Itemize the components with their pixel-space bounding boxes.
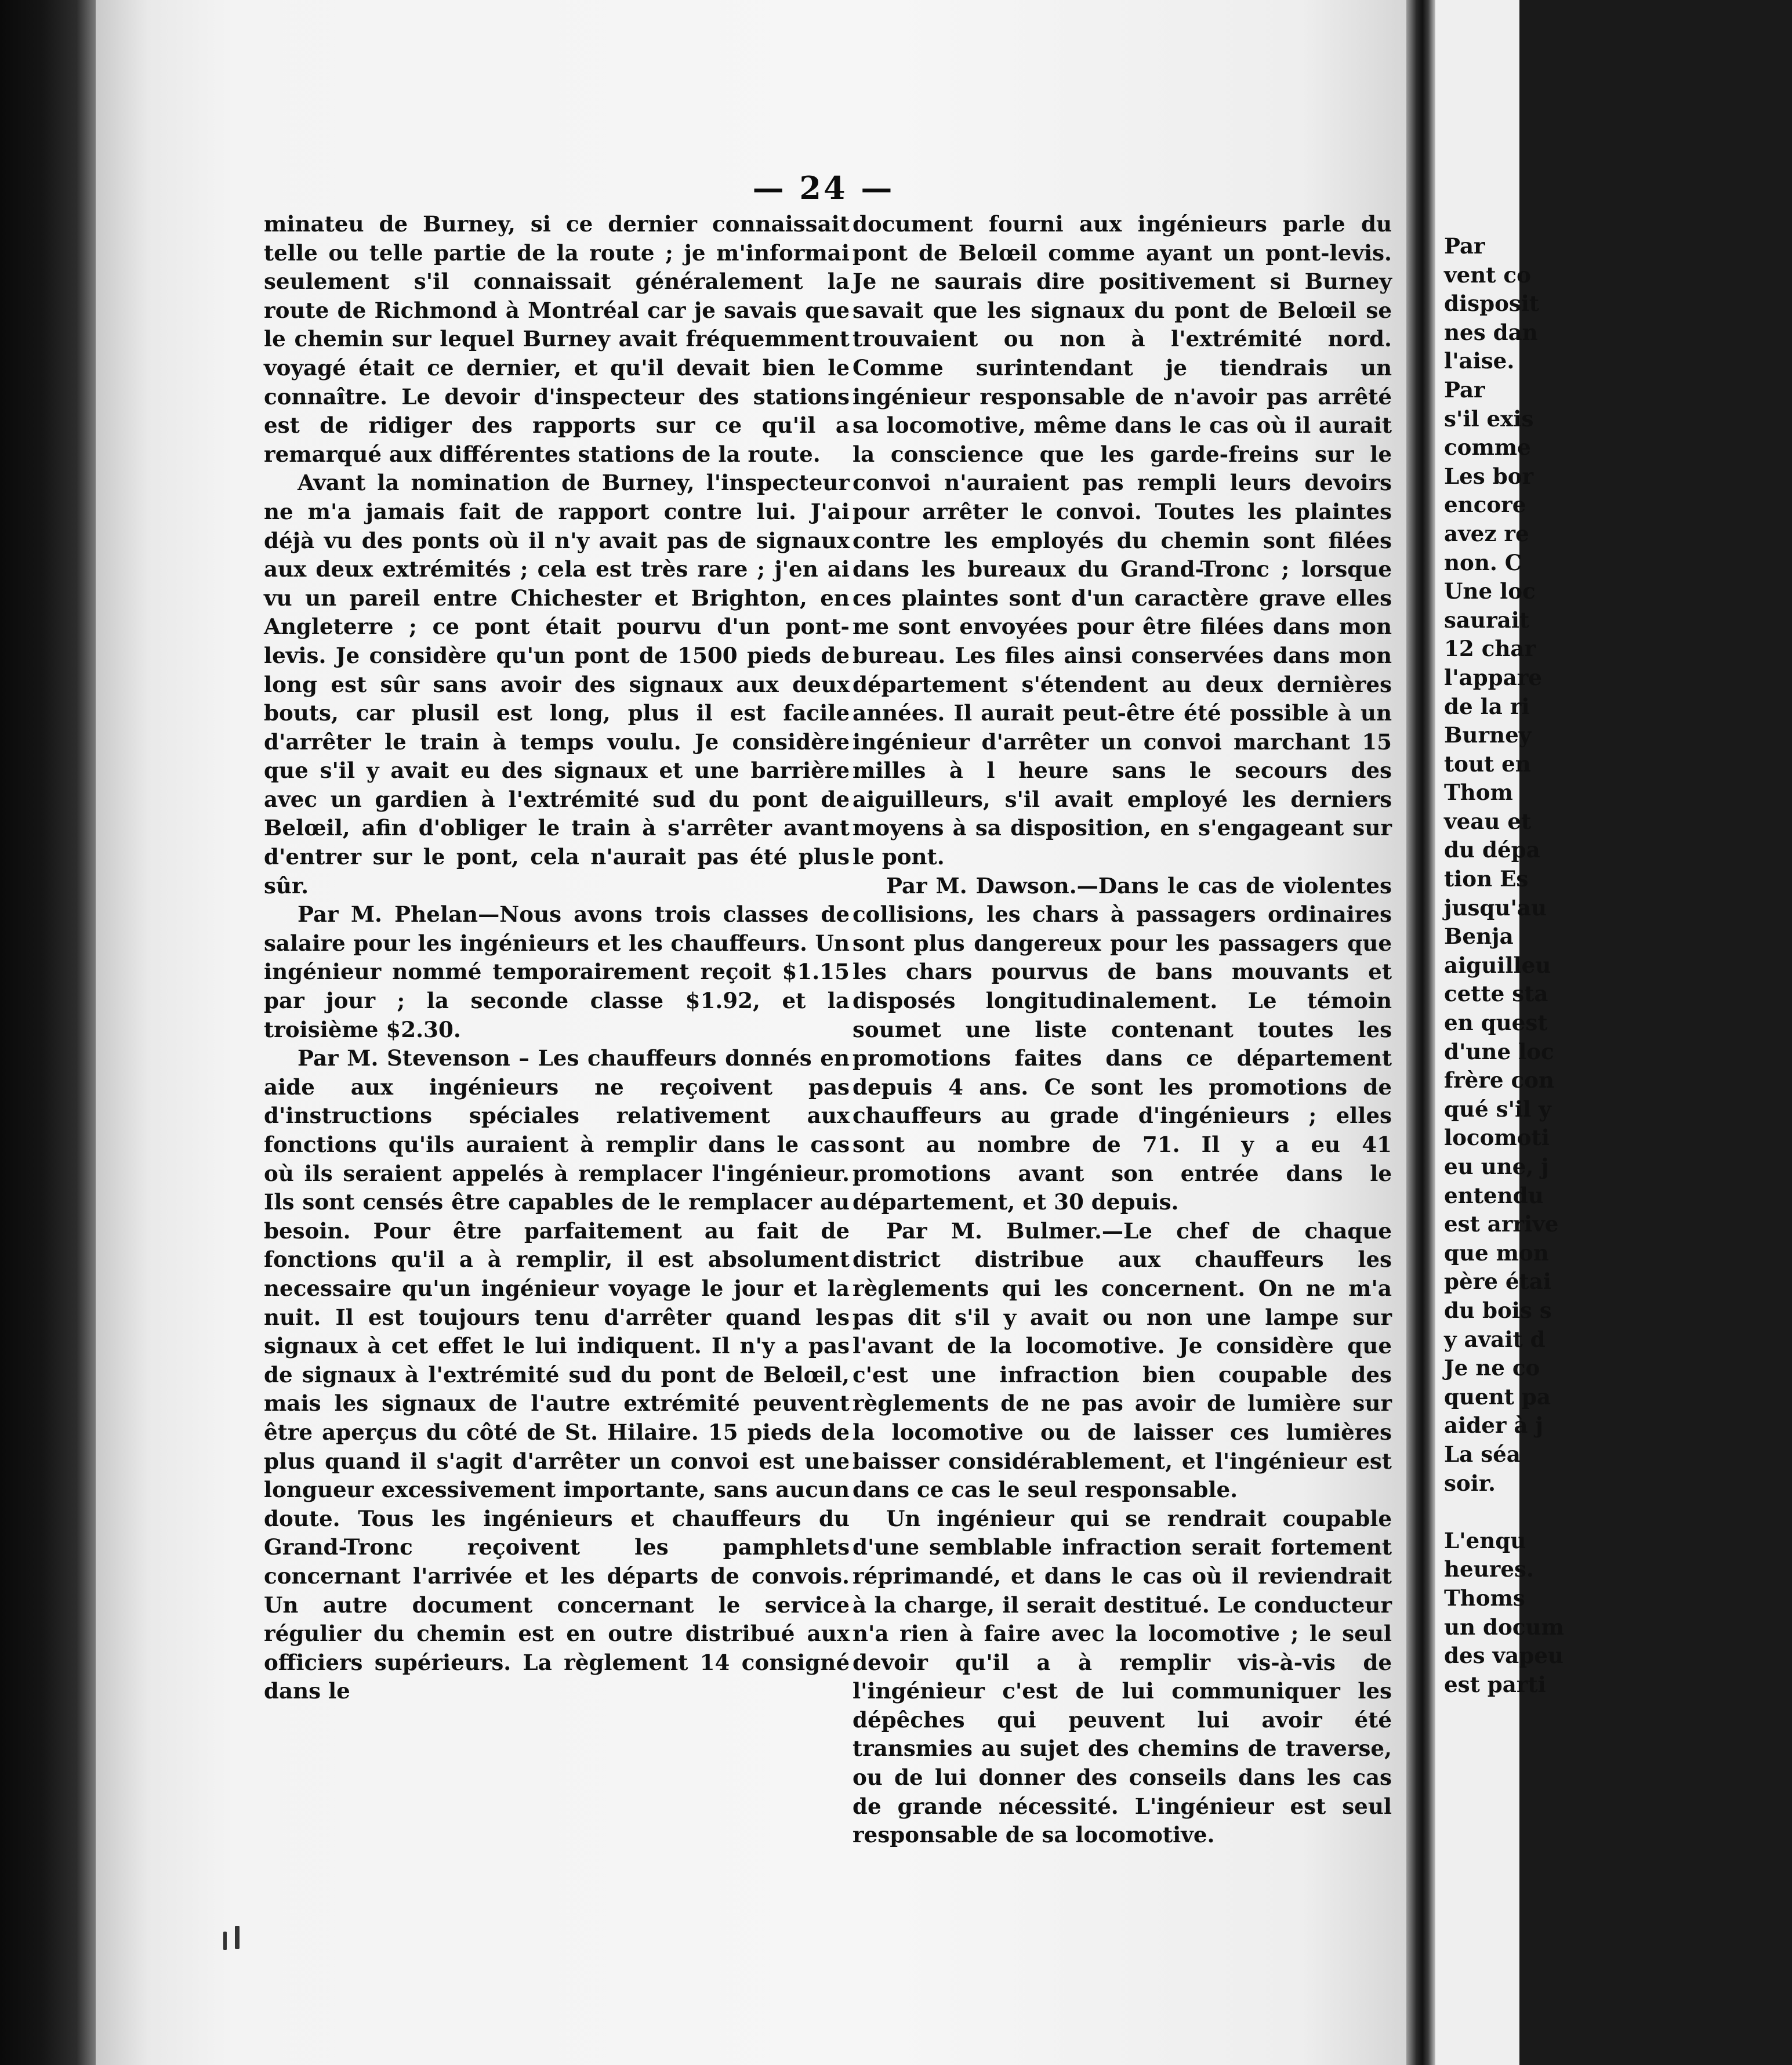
next-page-fragment: Benja	[1444, 923, 1514, 950]
next-page-fragment: en quest	[1444, 1010, 1548, 1036]
next-page-text-fragments	[1444, 232, 1792, 1699]
next-page-fragment: du bois s	[1444, 1297, 1552, 1323]
next-page-fragment: Burney	[1444, 722, 1532, 748]
right-text-column	[853, 210, 1392, 1850]
next-page-fragment: heures.	[1444, 1556, 1534, 1582]
paragraph: document fourni aux ingénieurs parle du pont de Belœil comme ayant un pont-levis. Je ne saurais dire positivement si Burney savait que les signaux du pont de Belœil se trouvaient ou non à l'extrémité nord. Comme surintendant je tiendrais un ingénieur responsable de n'avoir pas arrêté sa locomotive, même dans le cas où il aurait la conscience que les garde-freins sur le convoi n'auraient pas rempli leurs devoirs pour arrêter le convoi. Toutes les plaintes contre les employés du chemin sont filées dans les bureaux du Grand-Tronc ; lorsque ces plaintes sont d'un caractère grave elles me sont envoyées pour être filées dans mon bureau. Les files ainsi conservées dans mon département s'étendent au deux dernières années. Il aurait peut-être été possible à un ingénieur d'arrêter un convoi marchant 15 milles à l heure sans le secours des aiguilleurs, s'il avait employé les derniers moyens à sa disposition, en s'engageant sur le pont.	[853, 211, 1392, 870]
next-page-fragment: avez re	[1444, 520, 1529, 546]
next-page-fragment: disposit	[1444, 291, 1540, 317]
next-page-fragment: entendu	[1444, 1182, 1544, 1208]
next-page-fragment: père étai	[1444, 1269, 1551, 1295]
next-page-fragment: Thoms	[1444, 1585, 1525, 1611]
paragraph: Avant la nomination de Burney, l'inspecteur ne m'a jamais fait de rapport contre lui. J'ai déjà vu des ponts où il n'y avait pas de signaux aux deux extrémités ; cela est très rare ; j'en ai vu un pareil entre Chichester et Brighton, en Angleterre ; ce pont était pourvu d'un pont-levis. Je considère qu'un pont de 1500 pieds de long est sûr sans avoir des signaux aux deux bouts, car plusil est long, plus il est facile d'arrêter le train à temps voulu. Je considère que s'il y avait eu des signaux et une barrière avec un gardien à l'extrémité sud du pont de Belœil, afin d'obliger le train à s'arrêter avant d'entrer sur le pont, cela n'aurait pas été plus sûr.	[264, 470, 850, 899]
next-page-fragment: eu une, j	[1444, 1154, 1549, 1179]
next-page-fragment: qué s'il y	[1444, 1096, 1551, 1122]
next-page-fragment: des vapeu	[1444, 1643, 1564, 1669]
next-page-fragment: 12 char	[1444, 636, 1536, 662]
next-page-fragment: est parti	[1444, 1671, 1546, 1697]
next-page-fragment: saurait	[1444, 607, 1530, 633]
next-page-fragment: Thom	[1444, 780, 1513, 806]
paragraph: Un ingénieur qui se rendrait coupable d'une semblable infraction serait fortement réprimandé, et dans le cas où il reviendrait à la charge, il serait destitué. Le conducteur n'a rien à faire avec la locomotive ; le seul devoir qu'il a à remplir vis-à-vis de l'ingénieur c'est de lui communiquer les dépêches qui peuvent lui avoir été transmies au sujet des chemins de traverse, ou de lui donner des conseils dans les cas de grande nécessité. L'ingénieur est seul responsable de sa locomotive.	[853, 1505, 1392, 1848]
next-page-fragment: quent pa	[1444, 1383, 1551, 1410]
page-number: — 24 —	[752, 169, 895, 206]
left-text-column	[264, 210, 850, 1706]
next-page-fragment: est arrive	[1444, 1211, 1559, 1237]
next-page-fragment: un docum	[1444, 1614, 1564, 1640]
next-page-fragment: comme	[1444, 434, 1531, 461]
next-page-fragment: La séa	[1444, 1441, 1521, 1467]
next-page-fragment: soir.	[1444, 1470, 1496, 1496]
next-page-fragment: frère con	[1444, 1067, 1554, 1093]
next-page-fragment: que mon	[1444, 1240, 1549, 1266]
next-page-fragment: nes dan	[1444, 319, 1538, 345]
book-gutter	[1406, 0, 1435, 2065]
next-page-fragment: vent co	[1444, 262, 1531, 288]
next-page-fragment: l'appare	[1444, 664, 1542, 690]
next-page-fragment: L'enqu	[1444, 1527, 1526, 1553]
next-page-fragment: du dépa	[1444, 837, 1540, 863]
next-page-fragment: Par	[1444, 376, 1485, 403]
next-page-fragment: veau et	[1444, 808, 1532, 834]
next-page-fragment: locomoti	[1444, 1125, 1550, 1151]
next-page-fragment: aiguilleu	[1444, 952, 1551, 978]
next-page-fragment: tout en	[1444, 751, 1531, 777]
next-page-fragment: Par	[1444, 233, 1485, 259]
next-page-fragment: aider à j	[1444, 1412, 1543, 1439]
next-page-fragment: tion Es	[1444, 866, 1529, 892]
ink-speck	[235, 1926, 240, 1949]
next-page-fragment: jusqu'au	[1444, 894, 1547, 921]
left-book-edge	[0, 0, 96, 2065]
next-page-fragment: Une loc	[1444, 578, 1536, 604]
paragraph: Par M. Bulmer.—Le chef de chaque district distribue aux chauffeurs les règlements qui les concernent. On ne m'a pas dit s'il y avait ou non une lampe sur l'avant de la locomotive. Je considère que c'est une infraction bien coupable des règlements de ne pas avoir de lumière sur la locomotive ou de laisser ces lumières baisser considérablement, et l'ingénieur est dans ce cas le seul responsable.	[853, 1218, 1392, 1503]
paragraph: Par M. Dawson.—Dans le cas de violentes collisions, les chars à passagers ordinaires sont plus dangereux pour les passagers que les chars pourvus de bans mouvants et disposés longitudinalement. Le témoin soumet une liste contenant toutes les promotions faites dans ce département depuis 4 ans. Ce sont les promotions de chauffeurs au grade d'ingénieurs ; elles sont au nombre de 71. Il y a eu 41 promotions avant son entrée dans le département, et 30 depuis.	[853, 872, 1392, 1215]
paragraph: Par M. Phelan—Nous avons trois classes de salaire pour les ingénieurs et les chauffeurs. Un ingénieur nommé temporairement reçoit $1.15 par jour ; la seconde classe $1.92, et la troisième $2.30.	[264, 901, 850, 1042]
next-page-fragment: s'il exis	[1444, 405, 1534, 432]
next-page-fragment: de la ri	[1444, 693, 1530, 719]
next-page-fragment	[1444, 1498, 1792, 1527]
next-page-fragment: cette sta	[1444, 981, 1548, 1007]
paragraph: Par M. Stevenson – Les chauffeurs donnés en aide aux ingénieurs ne reçoivent pas d'instructions spéciales relativement aux fonctions qu'ils auraient à remplir dans le cas où ils seraient appelés à remplacer l'ingénieur. Ils sont censés être capables de le remplacer au besoin. Pour être parfaitement au fait de fonctions qu'il a à remplir, il est absolument necessaire qu'un ingénieur voyage le jour et la nuit. Il est toujours tenu d'arrêter quand les signaux à cet effet le lui indiquent. Il n'y a pas de signaux à l'extrémité sud du pont de Belœil, mais les signaux de l'autre extrémité peuvent être aperçus du côté de St. Hilaire. 15 pieds de plus quand il s'agit d'arrêter un convoi est une longueur excessivement importante, sans aucun doute. Tous les ingénieurs et chauffeurs du Grand-Tronc reçoivent les pamphlets concernant l'arrivée et les départs de convois. Un autre document concernant le service régulier du chemin est en outre distribué aux officiers supérieurs. La règlement 14 consigné dans le	[264, 1045, 850, 1704]
ink-speck	[223, 1932, 227, 1950]
next-page-fragment: Les bor	[1444, 463, 1534, 489]
paragraph: minateu de Burney, si ce dernier connaissait telle ou telle partie de la route ; je m'informai seulement s'il connaissait généralement la route de Richmond à Montréal car je savais que le chemin sur lequel Burney avait fréquemment voyagé était ce dernier, et qu'il devait bien le connaître. Le devoir d'inspecteur des stations est de ridiger des rapports sur ce qu'il a remarqué aux différentes stations de la route.	[264, 211, 850, 467]
next-page-fragment: d'une loc	[1444, 1038, 1554, 1064]
next-page-fragment: encore	[1444, 492, 1526, 518]
next-page-fragment: non. C	[1444, 549, 1522, 575]
next-page-fragment: Je ne co	[1444, 1355, 1540, 1381]
next-page-fragment: l'aise.	[1444, 348, 1515, 374]
next-page-fragment: y avait d	[1444, 1326, 1546, 1352]
